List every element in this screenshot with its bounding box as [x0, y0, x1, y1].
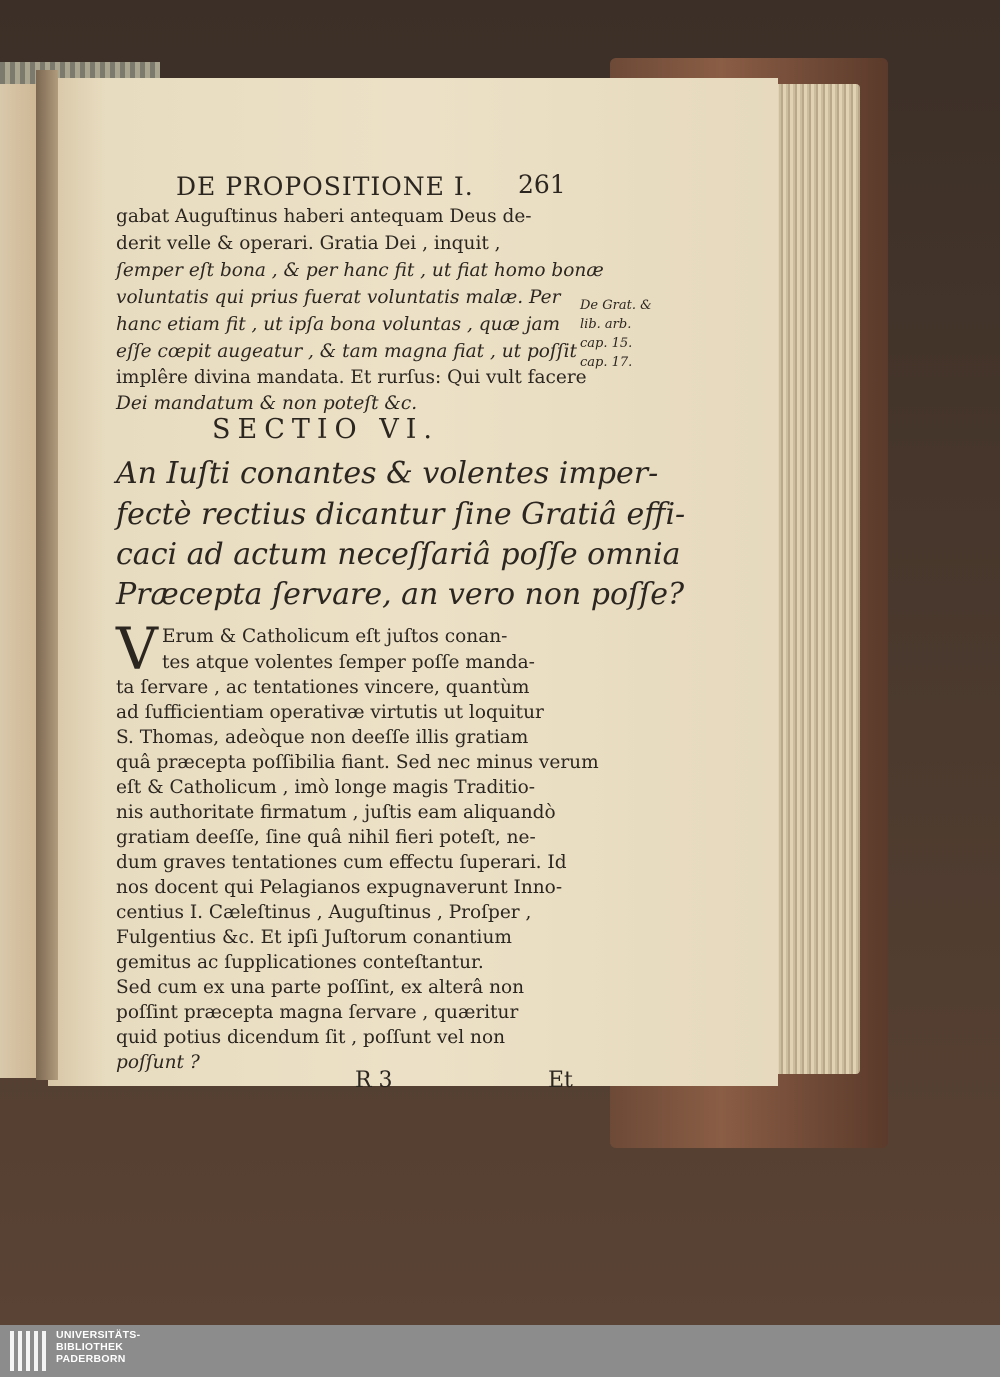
marginal-note-line: De Grat. &: [580, 298, 652, 313]
marginal-note-line: lib. arb.: [580, 317, 632, 332]
text-line: centius I. Cæleſtinus , Auguſtinus , Proſper ,: [116, 902, 532, 923]
text-line: derit velle & operari. Gratia Dei , inquit ,: [116, 233, 501, 254]
signature-mark: R 3: [355, 1068, 393, 1093]
text-line: dum graves tentationes cum effectu ſuperari. Id: [116, 852, 567, 873]
text-line: gabat Auguſtinus haberi antequam Deus de-: [116, 206, 532, 227]
library-logo-text: [56, 1329, 140, 1365]
text-line: nis authoritate firmatum , juſtis eam aliquandò: [116, 802, 556, 823]
text-line: eſt & Catholicum , imò longe magis Traditio-: [116, 777, 535, 798]
question-line: Præcepta ſervare, an vero non poſſe?: [116, 577, 685, 612]
text-line: quid potius dicendum ſit , poſſunt vel non: [116, 1027, 506, 1048]
marginal-note: [580, 296, 652, 372]
verso-page-strip: [0, 78, 40, 1078]
text-line: poſſint præcepta magna ſervare , quæritur: [116, 1002, 519, 1023]
question-line: fectè rectius dicantur ſine Gratiâ effi-: [116, 497, 686, 532]
marginal-note-line: cap. 15.: [580, 336, 633, 351]
text-line: ad ſufficientiam operativæ virtutis ut loquitur: [116, 702, 544, 723]
marginal-note-line: cap. 17.: [580, 355, 633, 370]
text-line: Dei mandatum & non poteſt &c.: [116, 393, 418, 414]
footer-bar: [0, 1325, 1000, 1377]
text-line: nos docent qui Pelagianos expugnaverunt Inno-: [116, 877, 563, 898]
text-line: Fulgentius &c. Et ipſi Juſtorum conantium: [116, 927, 512, 948]
question-line: caci ad actum neceſſariâ poſſe omnia: [116, 537, 681, 572]
question-line: An Iuſti conantes & volentes imper-: [116, 456, 659, 491]
gutter-shadow: [36, 70, 58, 1080]
text-line: Erum & Catholicum eſt juſtos conan-: [162, 626, 508, 647]
library-logo-icon: [10, 1331, 50, 1371]
text-line: ta ſervare , ac tentationes vincere, quantùm: [116, 677, 530, 698]
text-line: S. Thomas, adeòque non deeſſe illis gratiam: [116, 727, 529, 748]
logo-text-line: BIBLIOTHEK: [56, 1341, 124, 1353]
logo-text-line: PADERBORN: [56, 1353, 126, 1365]
logo-text-line: UNIVERSITÄTS-: [56, 1329, 141, 1341]
text-line: eſſe cœpit augeatur , & tam magna fiat , ut poſſit: [116, 341, 577, 362]
text-line: poſſunt ?: [116, 1052, 200, 1073]
text-line: hanc etiam fit , ut ipſa bona voluntas , quæ jam: [116, 314, 561, 335]
text-line: quâ præcepta poſſibilia fiant. Sed nec minus verum: [116, 752, 599, 773]
catchword: Et: [548, 1068, 573, 1093]
drop-cap: V: [116, 615, 158, 683]
text-line: voluntatis qui prius fuerat voluntatis malæ. Per: [116, 287, 561, 308]
text-line: gemitus ac ſupplicationes conteſtantur.: [116, 952, 484, 973]
page-number: 261: [518, 170, 566, 199]
text-line: gratiam deeſſe, ſine quâ nihil fieri poteſt, ne-: [116, 827, 536, 848]
section-title: SECTIO VI.: [212, 414, 440, 445]
running-head: DE PROPOSITIONE I.: [176, 172, 474, 201]
text-line: tes atque volentes ſemper poſſe manda-: [162, 652, 535, 673]
text-line: Sed cum ex una parte poſſint, ex alterâ non: [116, 977, 525, 998]
text-line: ſemper eſt bona , & per hanc fit , ut fiat homo bonæ: [116, 260, 604, 281]
text-line: implêre divina mandata. Et rurſus: Qui vult facere: [116, 367, 587, 388]
